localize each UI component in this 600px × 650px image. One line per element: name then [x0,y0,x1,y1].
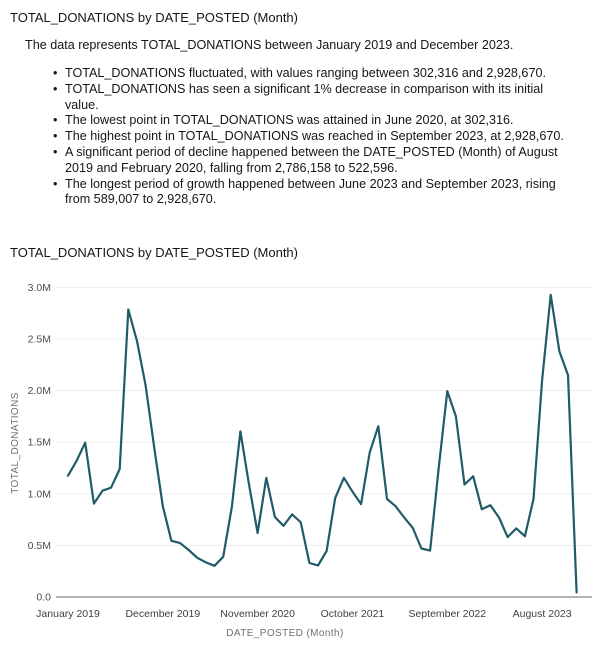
svg-text:0.0: 0.0 [36,591,51,604]
svg-text:2.0M: 2.0M [27,385,51,398]
svg-text:November 2020: November 2020 [220,608,296,621]
svg-text:December 2019: December 2019 [125,608,201,621]
insights-list [10,66,590,208]
svg-text:0.5M: 0.5M [27,540,51,553]
svg-text:DATE_POSTED (Month): DATE_POSTED (Month) [226,628,344,640]
svg-text:1.0M: 1.0M [27,488,51,501]
svg-text:September 2022: September 2022 [408,608,487,621]
svg-text:3.0M: 3.0M [27,282,51,295]
insight-item: • The highest point in TOTAL_DONATIONS was reached in September 2023, at 2,928,670. [65,129,570,145]
svg-text:August 2023: August 2023 [512,608,572,621]
insight-item: • The lowest point in TOTAL_DONATIONS was attained in June 2020, at 302,316. [65,113,570,129]
insight-item: • TOTAL_DONATIONS has seen a significant 1% decrease in comparison with its initial value. [65,82,570,114]
insight-item: • A significant period of decline happened between the DATE_POSTED (Month) of August 2019 and February 2020, falling from 2,786,158 to 522,596. [65,145,570,177]
chart-title: TOTAL_DONATIONS by DATE_POSTED (Month) [10,245,298,261]
chart-section [10,245,590,650]
intro-text: The data represents TOTAL_DONATIONS between January 2019 and December 2023. [25,38,514,52]
svg-text:2.5M: 2.5M [27,333,51,346]
donations-line-chart [10,265,600,650]
insight-item: • The longest period of growth happened between June 2023 and September 2023, rising from 589,007 to 2,928,670. [65,177,570,209]
svg-text:1.5M: 1.5M [27,436,51,449]
page-title: TOTAL_DONATIONS by DATE_POSTED (Month) [10,10,298,25]
insight-item: • TOTAL_DONATIONS fluctuated, with values ranging between 302,316 and 2,928,670. [65,66,570,82]
svg-text:October 2021: October 2021 [320,608,385,621]
svg-text:TOTAL_DONATIONS: TOTAL_DONATIONS [10,392,21,494]
svg-text:January 2019: January 2019 [36,608,100,621]
